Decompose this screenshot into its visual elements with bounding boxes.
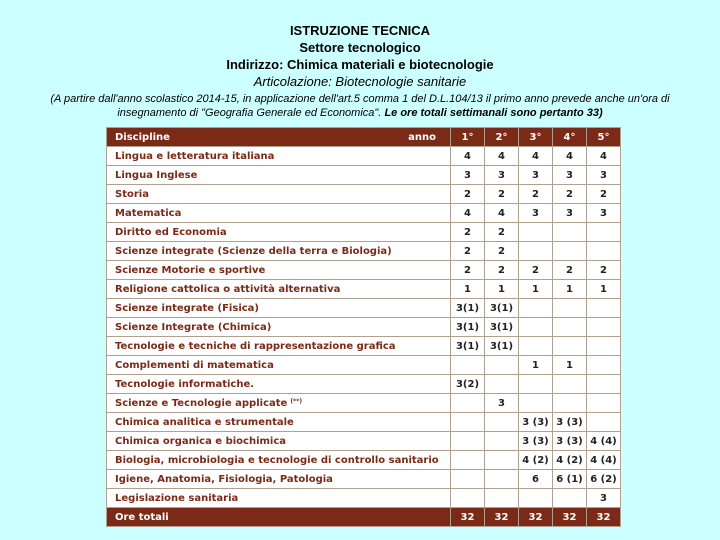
- hours-cell: [587, 318, 621, 337]
- page-title: ISTRUZIONE TECNICA: [289, 23, 431, 38]
- table-row: [107, 470, 621, 489]
- table-row: [107, 413, 621, 432]
- hours-cell: 2: [553, 185, 587, 204]
- hours-cell: [451, 356, 485, 375]
- note-paragraph: [40, 92, 680, 120]
- hours-cell: [587, 223, 621, 242]
- hours-cell: [519, 318, 553, 337]
- hours-cell: [553, 375, 587, 394]
- total-year-5: 32: [587, 508, 621, 527]
- hours-cell: 1: [553, 356, 587, 375]
- table-row: [107, 375, 621, 394]
- hours-cell: 2: [587, 261, 621, 280]
- hours-cell: 3: [519, 204, 553, 223]
- hours-cell: 3(1): [451, 337, 485, 356]
- hours-cell: 2: [519, 185, 553, 204]
- hours-cell: [519, 337, 553, 356]
- totals-row: [107, 508, 621, 527]
- hours-cell: [451, 413, 485, 432]
- hours-cell: 3(1): [485, 337, 519, 356]
- discipline-name: Igiene, Anatomia, Fisiologia, Patologia: [107, 470, 451, 489]
- table-header-row: [107, 128, 621, 147]
- discipline-name: Tecnologie e tecniche di rappresentazione grafica: [107, 337, 451, 356]
- hours-cell: [553, 337, 587, 356]
- hours-cell: 3(1): [485, 299, 519, 318]
- discipline-name: Tecnologie informatiche.: [107, 375, 451, 394]
- hours-cell: 3(1): [451, 318, 485, 337]
- hours-cell: 3 (3): [553, 432, 587, 451]
- hours-cell: 2: [485, 223, 519, 242]
- note-bold-text: Le ore totali settimanali sono pertanto 33): [384, 107, 603, 119]
- hours-cell: 2: [485, 242, 519, 261]
- hours-cell: 2: [451, 242, 485, 261]
- hours-cell: 4: [485, 147, 519, 166]
- hours-cell: 3: [587, 489, 621, 508]
- discipline-name: Chimica organica e biochimica: [107, 432, 451, 451]
- table-row: [107, 280, 621, 299]
- hours-cell: 3(1): [485, 318, 519, 337]
- hours-cell: [519, 375, 553, 394]
- hours-cell: [587, 413, 621, 432]
- table-row: [107, 261, 621, 280]
- header-year: anno: [408, 131, 436, 143]
- hours-cell: [553, 489, 587, 508]
- hours-cell: [485, 432, 519, 451]
- hours-cell: [451, 432, 485, 451]
- table-row: [107, 432, 621, 451]
- hours-cell: [451, 470, 485, 489]
- hours-cell: [553, 394, 587, 413]
- hours-cell: [519, 299, 553, 318]
- hours-cell: 3 (3): [553, 413, 587, 432]
- hours-cell: 6: [519, 470, 553, 489]
- footnote-marker: (**): [290, 397, 303, 405]
- hours-cell: [451, 394, 485, 413]
- table-row: [107, 318, 621, 337]
- total-year-2: 32: [485, 508, 519, 527]
- table-row: [107, 223, 621, 242]
- header-year-2: 2°: [485, 128, 519, 147]
- total-year-3: 32: [519, 508, 553, 527]
- page-header: [0, 22, 720, 90]
- discipline-name: Scienze Motorie e sportive: [107, 261, 451, 280]
- header-discipline: Discipline anno: [107, 128, 451, 147]
- hours-cell: 3 (3): [519, 413, 553, 432]
- hours-cell: 3: [587, 166, 621, 185]
- discipline-name: Scienze e Tecnologie applicate (**): [107, 394, 451, 413]
- discipline-name: Storia: [107, 185, 451, 204]
- table-row: [107, 394, 621, 413]
- hours-cell: 3(1): [451, 299, 485, 318]
- discipline-name: Religione cattolica o attività alternativa: [107, 280, 451, 299]
- hours-cell: [553, 318, 587, 337]
- hours-cell: [485, 489, 519, 508]
- hours-cell: 6 (2): [587, 470, 621, 489]
- hours-cell: 4: [553, 147, 587, 166]
- hours-cell: [451, 489, 485, 508]
- hours-cell: 1: [519, 356, 553, 375]
- hours-cell: 3: [519, 166, 553, 185]
- header-year-5: 5°: [587, 128, 621, 147]
- discipline-name: Diritto ed Economia: [107, 223, 451, 242]
- hours-cell: [485, 470, 519, 489]
- table-row: [107, 147, 621, 166]
- hours-cell: [553, 223, 587, 242]
- hours-cell: 2: [587, 185, 621, 204]
- hours-cell: [553, 242, 587, 261]
- table-row: [107, 185, 621, 204]
- hours-cell: 3(2): [451, 375, 485, 394]
- hours-cell: [485, 356, 519, 375]
- hours-cell: 2: [485, 185, 519, 204]
- hours-cell: 1: [451, 280, 485, 299]
- header-year-3: 3°: [519, 128, 553, 147]
- hours-cell: [519, 489, 553, 508]
- hours-cell: [485, 413, 519, 432]
- header-year-4: 4°: [553, 128, 587, 147]
- hours-cell: [587, 242, 621, 261]
- hours-cell: 2: [485, 261, 519, 280]
- hours-cell: [587, 375, 621, 394]
- hours-cell: [451, 451, 485, 470]
- hours-cell: [519, 223, 553, 242]
- hours-cell: 1: [553, 280, 587, 299]
- hours-cell: 2: [451, 223, 485, 242]
- articulation-label: Articolazione: Biotecnologie sanitarie: [253, 74, 467, 89]
- table-row: [107, 451, 621, 470]
- hours-cell: [553, 299, 587, 318]
- hours-cell: 3: [553, 166, 587, 185]
- table-row: [107, 204, 621, 223]
- hours-cell: 4: [485, 204, 519, 223]
- hours-cell: 1: [587, 280, 621, 299]
- hours-cell: [587, 356, 621, 375]
- hours-cell: 3: [485, 394, 519, 413]
- address-label: Indirizzo: Chimica materiali e biotecnologie: [226, 57, 494, 72]
- discipline-name: Chimica analitica e strumentale: [107, 413, 451, 432]
- table-row: [107, 242, 621, 261]
- hours-cell: [485, 375, 519, 394]
- discipline-name: Scienze integrate (Fisica): [107, 299, 451, 318]
- hours-cell: 4: [451, 147, 485, 166]
- discipline-name: Scienze Integrate (Chimica): [107, 318, 451, 337]
- discipline-name: Lingua e letteratura italiana: [107, 147, 451, 166]
- table-row: [107, 337, 621, 356]
- hours-cell: [587, 337, 621, 356]
- table-row: [107, 299, 621, 318]
- hours-cell: 2: [519, 261, 553, 280]
- discipline-name: Legislazione sanitaria: [107, 489, 451, 508]
- header-year-1: 1°: [451, 128, 485, 147]
- hours-cell: 3: [587, 204, 621, 223]
- hours-cell: 4 (4): [587, 451, 621, 470]
- table-row: [107, 356, 621, 375]
- hours-cell: 2: [451, 185, 485, 204]
- hours-cell: 3 (3): [519, 432, 553, 451]
- hours-cell: 4 (4): [587, 432, 621, 451]
- hours-cell: 6 (1): [553, 470, 587, 489]
- hours-cell: [519, 394, 553, 413]
- sector-label: Settore tecnologico: [299, 40, 421, 55]
- discipline-name: Matematica: [107, 204, 451, 223]
- hours-cell: [485, 451, 519, 470]
- hours-cell: [519, 242, 553, 261]
- curriculum-table: [106, 127, 621, 527]
- hours-cell: 1: [485, 280, 519, 299]
- hours-cell: [587, 394, 621, 413]
- hours-cell: 2: [451, 261, 485, 280]
- hours-cell: 4: [519, 147, 553, 166]
- table-row: [107, 166, 621, 185]
- hours-cell: 3: [553, 204, 587, 223]
- hours-cell: 4: [451, 204, 485, 223]
- total-year-1: 32: [451, 508, 485, 527]
- hours-cell: 4 (2): [519, 451, 553, 470]
- hours-cell: 2: [553, 261, 587, 280]
- discipline-name: Lingua Inglese: [107, 166, 451, 185]
- hours-cell: 4 (2): [553, 451, 587, 470]
- table-row: [107, 489, 621, 508]
- total-year-4: 32: [553, 508, 587, 527]
- totals-label: Ore totali: [107, 508, 451, 527]
- discipline-name: Biologia, microbiologia e tecnologie di controllo sanitario: [107, 451, 451, 470]
- hours-cell: 1: [519, 280, 553, 299]
- note-text: (A partire dall'anno scolastico 2014-15, in applicazione dell'art.5 comma 1 del D.L.104/13 il primo anno prevede anche un'ora di insegnamento di "Geografia Generale ed Economica".: [50, 93, 670, 119]
- discipline-name: Scienze integrate (Scienze della terra e Biologia): [107, 242, 451, 261]
- hours-cell: 3: [451, 166, 485, 185]
- hours-cell: [587, 299, 621, 318]
- hours-cell: 3: [485, 166, 519, 185]
- discipline-name: Complementi di matematica: [107, 356, 451, 375]
- hours-cell: 4: [587, 147, 621, 166]
